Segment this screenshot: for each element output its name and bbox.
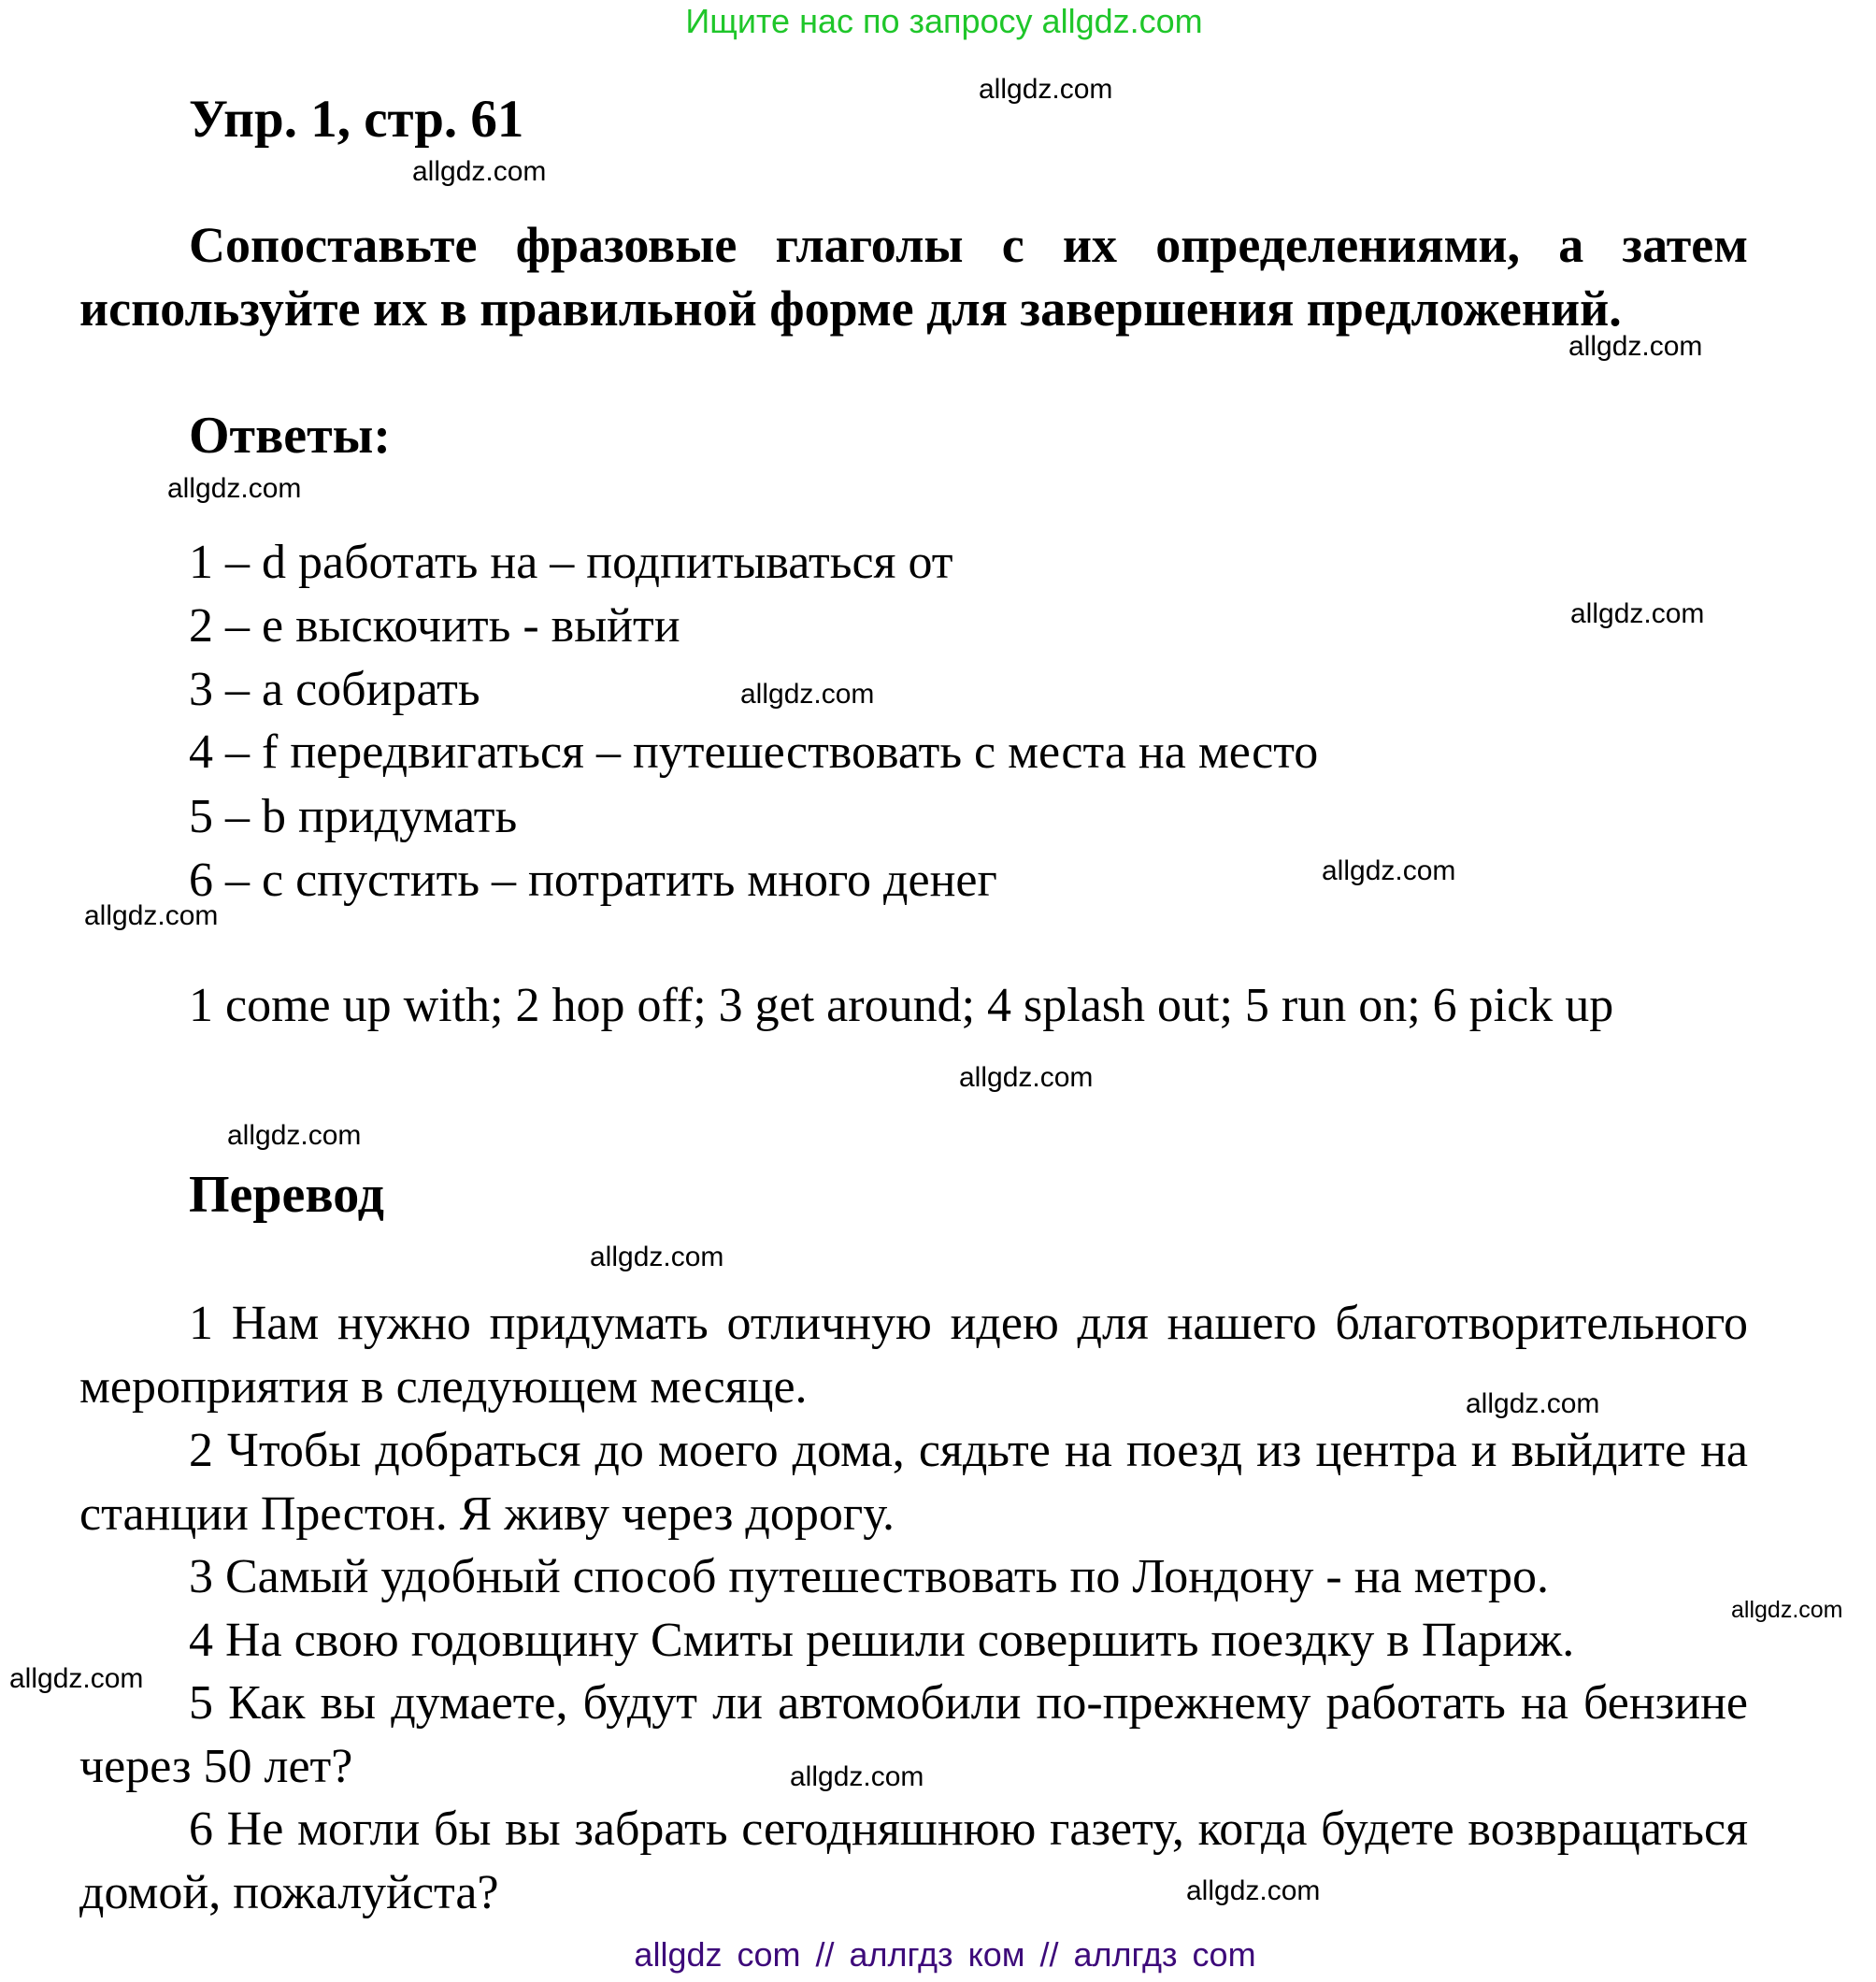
- answer-item: 3 – a собирать: [189, 663, 480, 716]
- watermark: allgdz.com: [1322, 855, 1456, 886]
- task-text: Сопоставьте фразовые глаголы с их определениями, а затем используйте их в правильной форме для завершения предложений.: [79, 217, 1748, 337]
- translation-item: 2 Чтобы добраться до моего дома, сядьте на поезд из центра и выйдите на станции Престон. Я живу через дорогу.: [79, 1424, 1748, 1541]
- answer-item: 1 – d работать на – подпитываться от: [189, 536, 953, 589]
- watermark: allgdz.com: [1570, 598, 1705, 629]
- watermark: allgdz.com: [227, 1120, 362, 1151]
- bottom-banner-link[interactable]: allgdz com // аллгдз ком // аллгдз com: [634, 1935, 1256, 1974]
- watermark: allgdz.com: [590, 1242, 724, 1272]
- translation-item: 5 Как вы думаете, будут ли автомобили по-прежнему работать на бензине через 50 лет?: [79, 1676, 1748, 1793]
- translation-item: 3 Самый удобный способ путешествовать по Лондону - на метро.: [189, 1550, 1549, 1603]
- watermark: allgdz.com: [979, 74, 1113, 105]
- watermark: allgdz.com: [1186, 1875, 1321, 1906]
- watermark: allgdz.com: [84, 900, 219, 931]
- watermark: allgdz.com: [1466, 1388, 1600, 1419]
- watermark: allgdz.com: [9, 1663, 144, 1694]
- watermark: allgdz.com: [790, 1761, 924, 1792]
- answer-item: 5 – b придумать: [189, 790, 518, 843]
- translation-item: 4 На свою годовщину Смиты решили совершить поездку в Париж.: [189, 1614, 1575, 1667]
- page-title: Упр. 1, стр. 61: [189, 90, 524, 149]
- watermark: allgdz.com: [740, 679, 875, 710]
- top-banner-link[interactable]: Ищите нас по запросу allgdz.com: [685, 2, 1203, 40]
- translation-item: 6 Не могли бы вы забрать сегодняшнюю газету, когда будете возвращаться домой, пожалуйста?: [79, 1802, 1748, 1919]
- answer-item: 4 – f передвигаться – путешествовать с места на место: [189, 725, 1319, 779]
- translation-item: 1 Нам нужно придумать отличную идею для нашего благотворительного мероприятия в следующем месяце.: [79, 1297, 1748, 1414]
- watermark: allgdz.com: [1731, 1597, 1843, 1623]
- watermark: allgdz.com: [412, 156, 547, 187]
- answer-item: 6 – c спустить – потратить много денег: [189, 854, 997, 907]
- watermark: allgdz.com: [959, 1062, 1094, 1093]
- translation-heading: Перевод: [189, 1166, 384, 1224]
- watermark: allgdz.com: [167, 473, 302, 504]
- english-answer: 1 come up with; 2 hop off; 3 get around; 4 splash out; 5 run on; 6 pick up: [189, 979, 1614, 1032]
- answers-heading: Ответы:: [189, 407, 392, 465]
- watermark: allgdz.com: [1568, 331, 1703, 362]
- answer-item: 2 – e выскочить - выйти: [189, 599, 680, 653]
